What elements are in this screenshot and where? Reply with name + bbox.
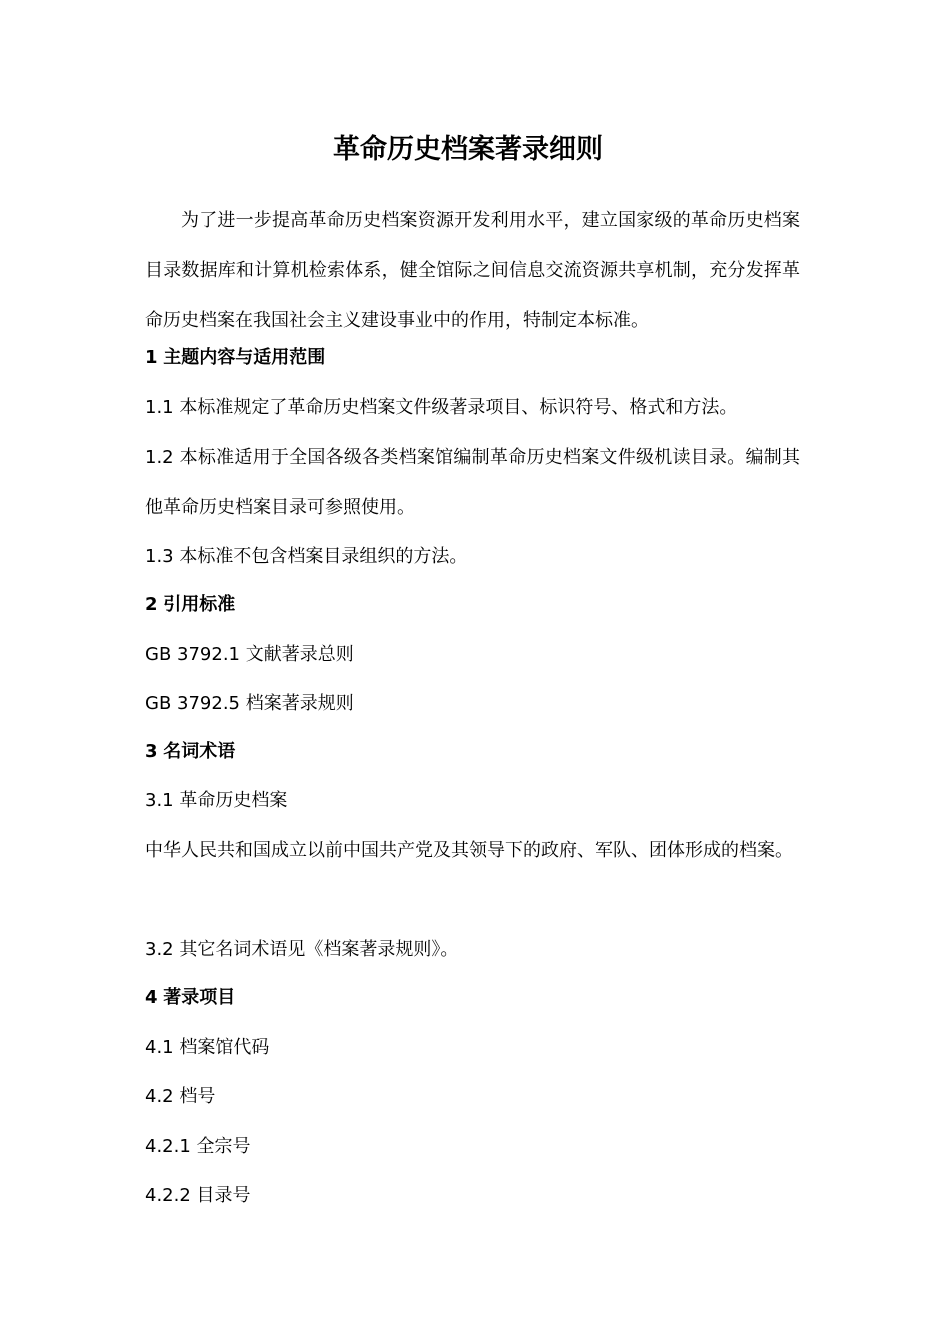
clause-number: 4.2.2 xyxy=(145,1185,191,1206)
clause-4-2 xyxy=(145,1082,800,1112)
clause-text: 档案馆代码 xyxy=(179,1037,270,1058)
reference-1 xyxy=(145,640,800,670)
clause-text: 本标准不包含档案目录组织的方法。 xyxy=(179,546,468,567)
clause-number: 4.2.1 xyxy=(145,1136,191,1157)
clause-3-1 xyxy=(145,786,800,816)
section-title: 主题内容与适用范围 xyxy=(163,347,326,368)
section-number: 4 xyxy=(145,987,158,1008)
reference-code: GB 3792.1 xyxy=(145,644,241,665)
section-number: 2 xyxy=(145,594,158,615)
section-2-heading xyxy=(145,590,800,620)
clause-number: 1.1 xyxy=(145,397,174,418)
clause-number: 3.2 xyxy=(145,939,174,960)
clause-number: 4.1 xyxy=(145,1037,174,1058)
reference-code: GB 3792.5 xyxy=(145,693,241,714)
reference-title: 档案著录规则 xyxy=(245,693,354,714)
section-1-heading xyxy=(145,343,800,373)
section-3-heading xyxy=(145,737,800,767)
clause-text: 本标准适用于全国各级各类档案馆编制革命历史档案文件级机读目录。编制其他革命历史档案目录可参照使用。 xyxy=(145,447,800,518)
clause-text: 全宗号 xyxy=(196,1136,251,1157)
section-number: 1 xyxy=(145,347,158,368)
section-4-heading xyxy=(145,983,800,1013)
clause-1-3 xyxy=(145,542,800,572)
clause-number: 4.2 xyxy=(145,1086,174,1107)
reference-title: 文献著录总则 xyxy=(245,644,354,665)
section-title: 引用标准 xyxy=(163,594,236,615)
clause-number: 1.3 xyxy=(145,546,174,567)
clause-text: 本标准规定了革命历史档案文件级著录项目、标识符号、格式和方法。 xyxy=(179,397,738,418)
clause-text: 革命历史档案 xyxy=(179,790,288,811)
clause-1-2 xyxy=(145,433,800,533)
section-title: 名词术语 xyxy=(163,741,236,762)
clause-4-2-1 xyxy=(145,1132,800,1162)
clause-4-2-2 xyxy=(145,1181,800,1211)
clause-3-2 xyxy=(145,935,800,965)
intro-paragraph: 为了进一步提高革命历史档案资源开发利用水平，建立国家级的革命历史档案目录数据库和计算机检索体系，健全馆际之间信息交流资源共享机制，充分发挥革命历史档案在我国社会主义建设事业中的作用，特制定本标准。 xyxy=(145,210,800,331)
clause-1-1 xyxy=(145,393,800,423)
section-number: 3 xyxy=(145,741,158,762)
clause-number: 3.1 xyxy=(145,790,174,811)
document-title: 革命历史档案著录细则 xyxy=(333,134,603,165)
clause-4-1 xyxy=(145,1033,800,1063)
reference-2 xyxy=(145,689,800,719)
section-title: 著录项目 xyxy=(163,987,236,1008)
clause-number: 1.2 xyxy=(145,447,174,468)
clause-text: 其它名词术语见《档案著录规则》。 xyxy=(179,939,459,960)
clause-text: 目录号 xyxy=(196,1185,251,1206)
definition-3-1: 中华人民共和国成立以前中国共产党及其领导下的政府、军队、团体形成的档案。 xyxy=(145,840,793,861)
clause-text: 档号 xyxy=(179,1086,216,1107)
